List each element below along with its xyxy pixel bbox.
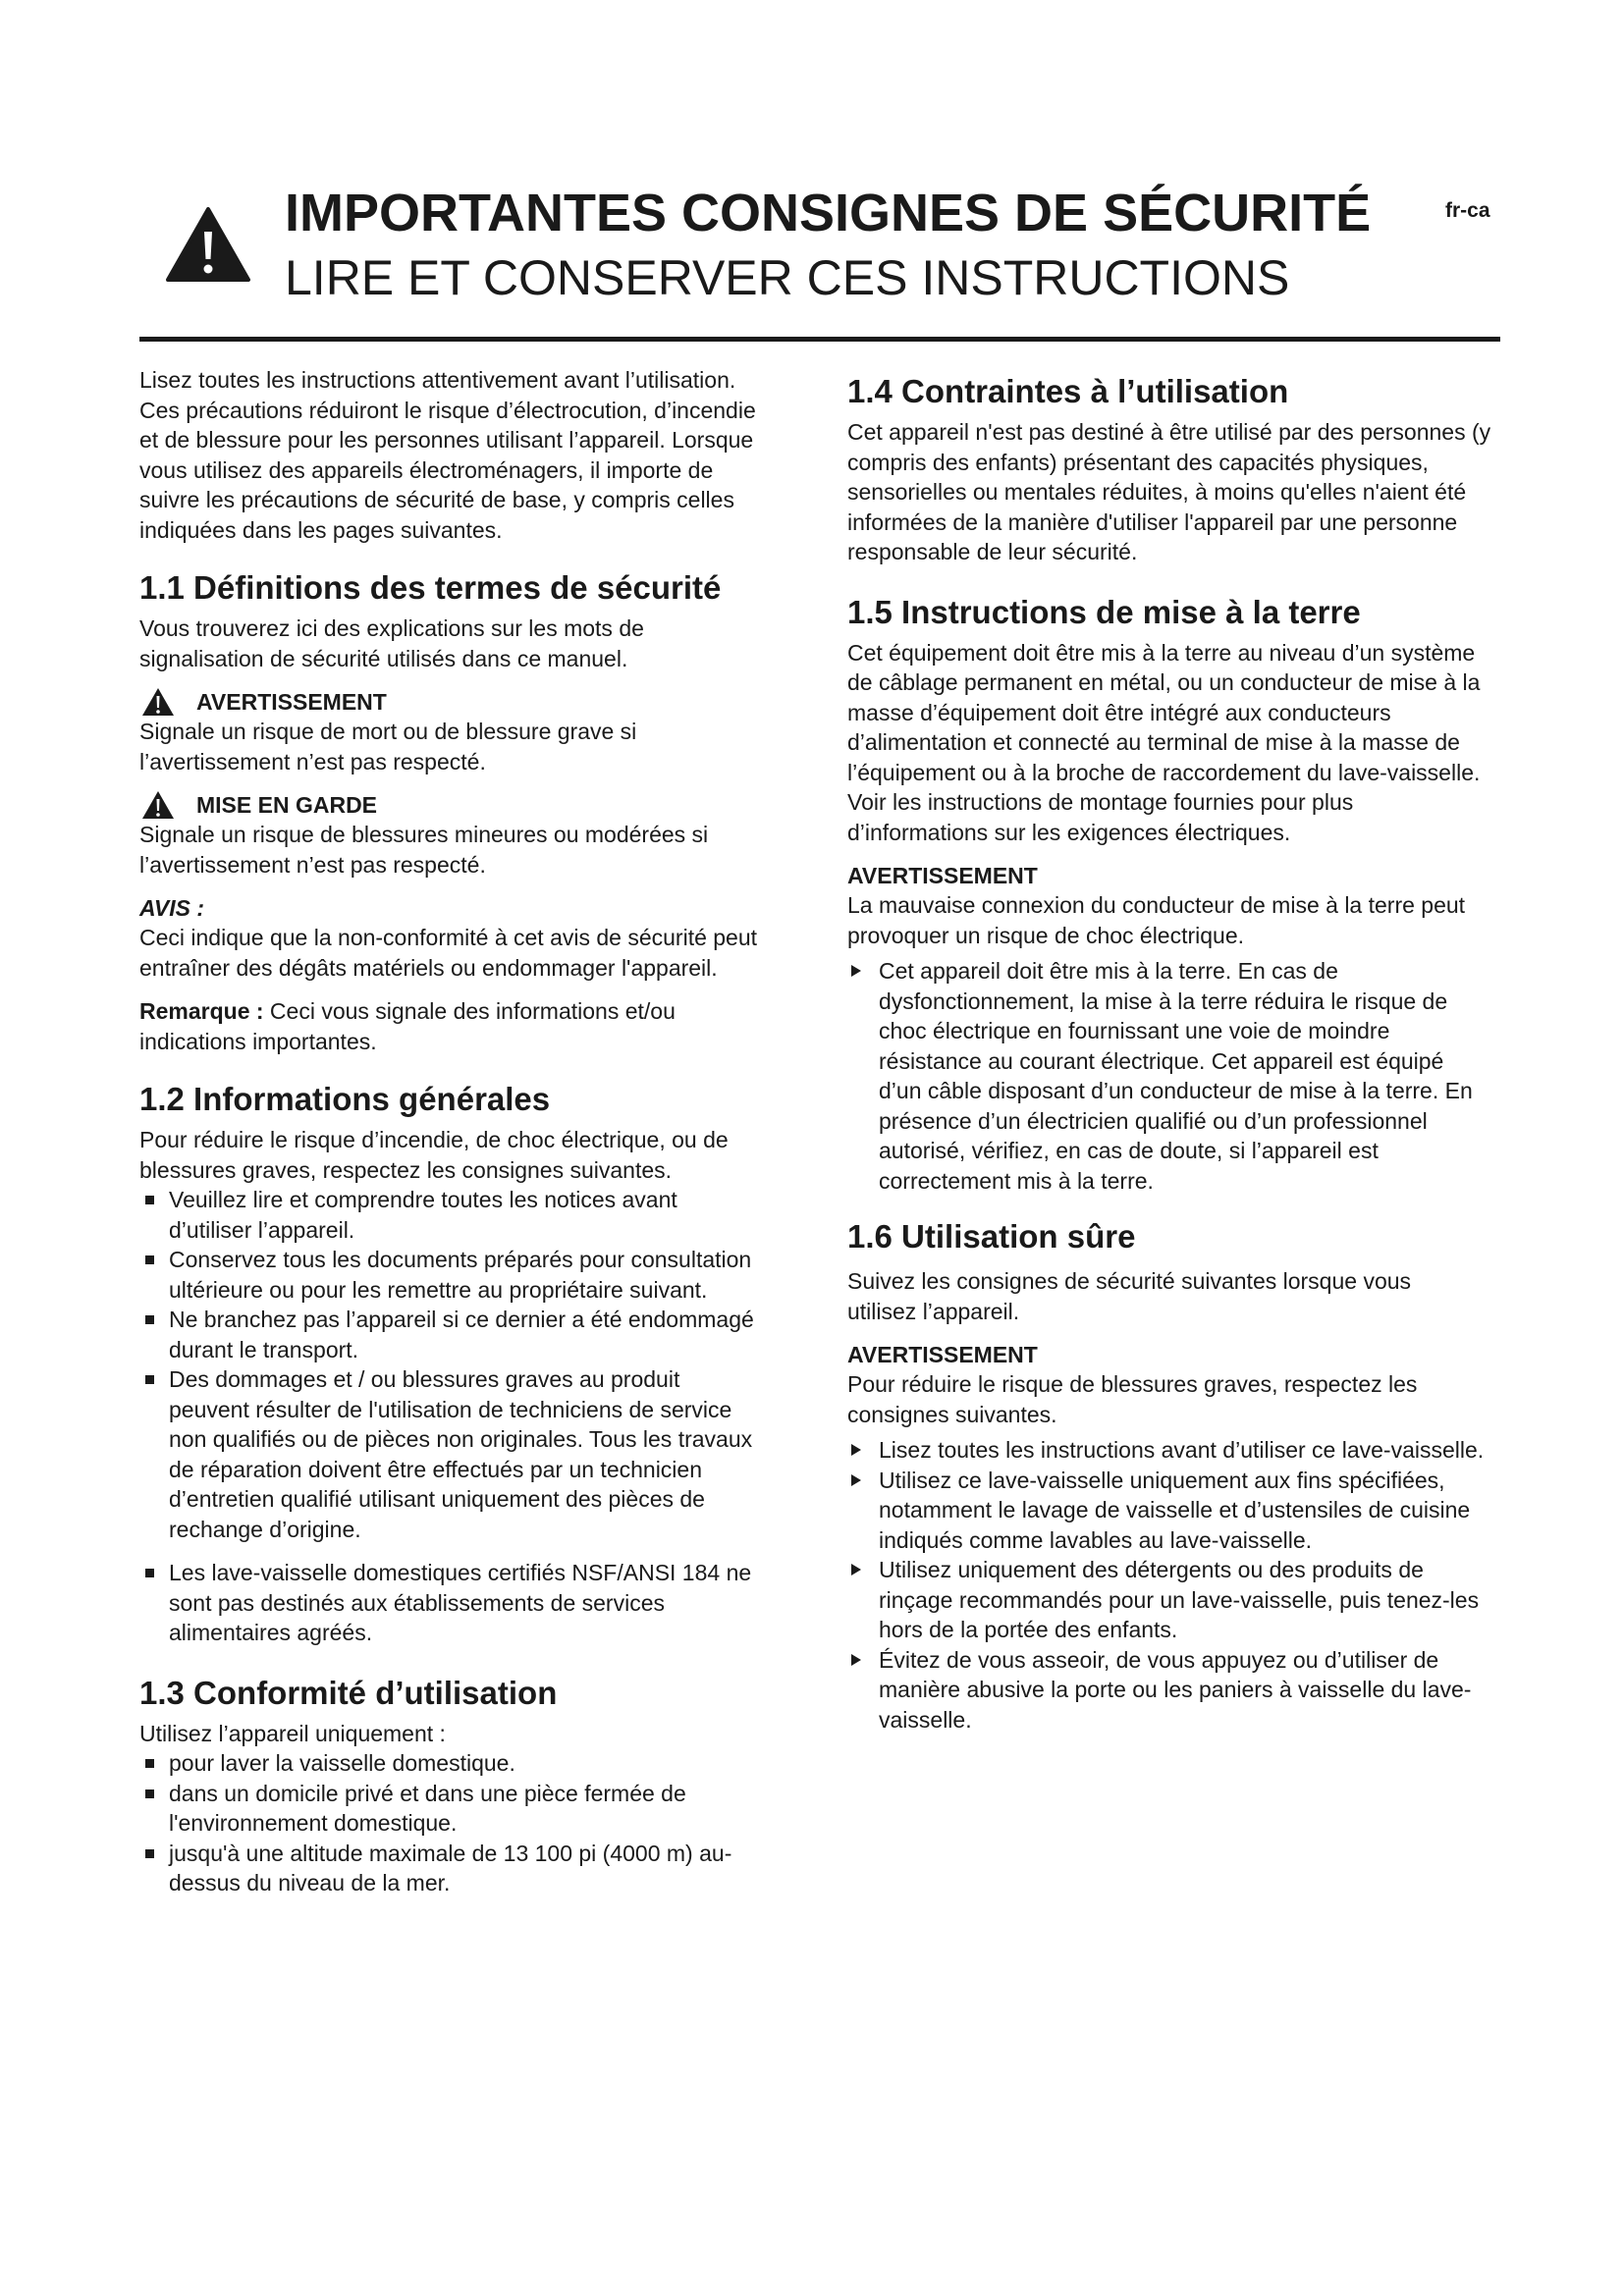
- grounding-list: [847, 956, 1476, 1196]
- section-1-5-heading: 1.5 Instructions de mise à la terre: [847, 593, 1361, 630]
- remark-label: Remarque :: [139, 998, 264, 1024]
- safe-use-warning-text: Pour réduire le risque de blessures graves, respectez les consignes suivantes.: [847, 1371, 1418, 1427]
- section-1-2-intro: Pour réduire le risque d’incendie, de choc électrique, ou de blessures graves, respectez les consignes suivantes.: [139, 1127, 729, 1183]
- warning-triangle-icon: [141, 687, 175, 717]
- warning-triangle-icon: [165, 206, 251, 283]
- section-1-6-intro: Suivez les consignes de sécurité suivantes lorsque vous utilisez l’appareil.: [847, 1268, 1412, 1324]
- page-title: IMPORTANTES CONSIGNES DE SÉCURITÉ: [285, 184, 1372, 242]
- general-info-list: [139, 1185, 758, 1648]
- caution-label-text: MISE EN GARDE: [196, 792, 378, 818]
- warning-label: [139, 687, 807, 717]
- usage-compliance-list: [139, 1748, 748, 1898]
- list-item: pour laver la vaisselle domestique.: [139, 1748, 748, 1779]
- section-1-3-heading: 1.3 Conformité d’utilisation: [139, 1674, 558, 1711]
- remark-text: Ceci vous signale des informations et/ou indications importantes.: [139, 998, 676, 1054]
- caution-label: [139, 790, 807, 820]
- section-1-4-heading: 1.4 Contraintes à l’utilisation: [847, 373, 1289, 409]
- list-item: jusqu'à une altitude maximale de 13 100 pi (4000 m) au-dessus du niveau de la mer.: [139, 1839, 748, 1898]
- warning-label-text: AVERTISSEMENT: [196, 689, 387, 715]
- page-subtitle: LIRE ET CONSERVER CES INSTRUCTIONS: [285, 250, 1290, 305]
- list-item: Conservez tous les documents préparés pour consultation ultérieure ou pour les remettre au propriétaire suivant.: [139, 1245, 758, 1305]
- section-1-1-intro: Vous trouverez ici des explications sur les mots de signalisation de sécurité utilisés dans ce manuel.: [139, 615, 644, 671]
- section-1-4-text: Cet appareil n'est pas destiné à être utilisé par des personnes (y compris des enfants) présentant des capacités physiques, sensorielles ou mentales réduites, à moins qu'elles n'aient été informées de la manière d'utiliser l'appareil par une personne responsable de leur sécurité.: [847, 419, 1491, 564]
- header-divider: [139, 337, 1500, 342]
- warning-text: Signale un risque de mort ou de blessure grave si l’avertissement n’est pas respecté.: [139, 719, 637, 774]
- safe-use-warning-label: AVERTISSEMENT: [847, 1342, 1038, 1367]
- notice-label: AVIS :: [139, 895, 205, 921]
- language-code: fr-ca: [1445, 199, 1490, 222]
- list-item: Utilisez ce lave-vaisselle uniquement aux fins spécifiées, notamment le lavage de vaisselle et d’ustensiles de cuisine indiqués comme lavables au lave-vaisselle.: [847, 1466, 1495, 1556]
- list-item: Cet appareil doit être mis à la terre. En cas de dysfonctionnement, la mise à la terre réduira le risque de choc électrique en fournissant une voie de moindre résistance au courant électrique. Cet appareil est équipé d’un câble disposant d’un conducteur de mise à la terre. En présence d’un électricien qualifié ou d’un professionnel autorisé, vérifiez, en cas de doute, si l’appareil est correctement mis à la terre.: [847, 956, 1476, 1196]
- list-item: Lisez toutes les instructions avant d’utiliser ce lave-vaisselle.: [847, 1435, 1495, 1466]
- grounding-warning-text: La mauvaise connexion du conducteur de mise à la terre peut provoquer un risque de choc électrique.: [847, 892, 1466, 948]
- list-item: Utilisez uniquement des détergents ou des produits de rinçage recommandés pour un lave-vaisselle, puis tenez-les hors de la portée des enfants.: [847, 1555, 1495, 1645]
- section-1-6-heading: 1.6 Utilisation sûre: [847, 1218, 1136, 1255]
- section-1-3-intro: Utilisez l’appareil uniquement :: [139, 1720, 446, 1746]
- right-column: [847, 365, 1503, 1735]
- list-item: Les lave-vaisselle domestiques certifiés NSF/ANSI 184 ne sont pas destinés aux établissements de services alimentaires agréés.: [139, 1558, 758, 1648]
- grounding-warning-label: AVERTISSEMENT: [847, 863, 1038, 888]
- list-item: Évitez de vous asseoir, de vous appuyez ou d’utiliser de manière abusive la porte ou les paniers à vaisselle du lave-vaisselle.: [847, 1645, 1495, 1735]
- remark-paragraph: [139, 996, 768, 1056]
- list-item: dans un domicile privé et dans une pièce fermée de l'environnement domestique.: [139, 1779, 748, 1839]
- list-item: Veuillez lire et comprendre toutes les notices avant d’utiliser l’appareil.: [139, 1185, 758, 1245]
- left-column: [139, 365, 807, 1898]
- list-item: Ne branchez pas l’appareil si ce dernier a été endommagé durant le transport.: [139, 1305, 758, 1364]
- intro-paragraph: Lisez toutes les instructions attentivement avant l’utilisation. Ces précautions réduiront le risque d’électrocution, d’incendie et de blessure pour les personnes utilisant l’appareil. Lorsque vous utilisez des appareils électroménagers, il importe de suivre les précautions de sécurité de base, y compris celles indiquées dans les pages suivantes.: [139, 367, 756, 543]
- list-item: Des dommages et / ou blessures graves au produit peuvent résulter de l'utilisation de techniciens de service non qualifiés ou de pièces non originales. Tous les travaux de réparation doivent être effectués par un technicien d’entretien qualifié utilisant uniquement des pièces de rechange d’origine.: [139, 1364, 758, 1544]
- caution-text: Signale un risque de blessures mineures ou modérées si l’avertissement n’est pas respecté.: [139, 822, 709, 878]
- caution-triangle-icon: [141, 790, 175, 820]
- safe-use-list: [847, 1435, 1495, 1735]
- notice-text: Ceci indique que la non-conformité à cet avis de sécurité peut entraîner des dégâts matériels ou endommager l'appareil.: [139, 925, 758, 981]
- section-1-2-heading: 1.2 Informations générales: [139, 1081, 551, 1117]
- section-1-1-heading: 1.1 Définitions des termes de sécurité: [139, 569, 722, 606]
- section-1-5-text: Cet équipement doit être mis à la terre au niveau d’un système de câblage permanent en métal, ou un conducteur de mise à la masse d’équipement doit être intégré aux conducteurs d’alimentation et connecté au terminal de mise à la masse de l’équipement ou à la broche de raccordement du lave-vaisselle. Voir les instructions de montage fournies pour plus d’informations sur les exigences électriques.: [847, 639, 1481, 845]
